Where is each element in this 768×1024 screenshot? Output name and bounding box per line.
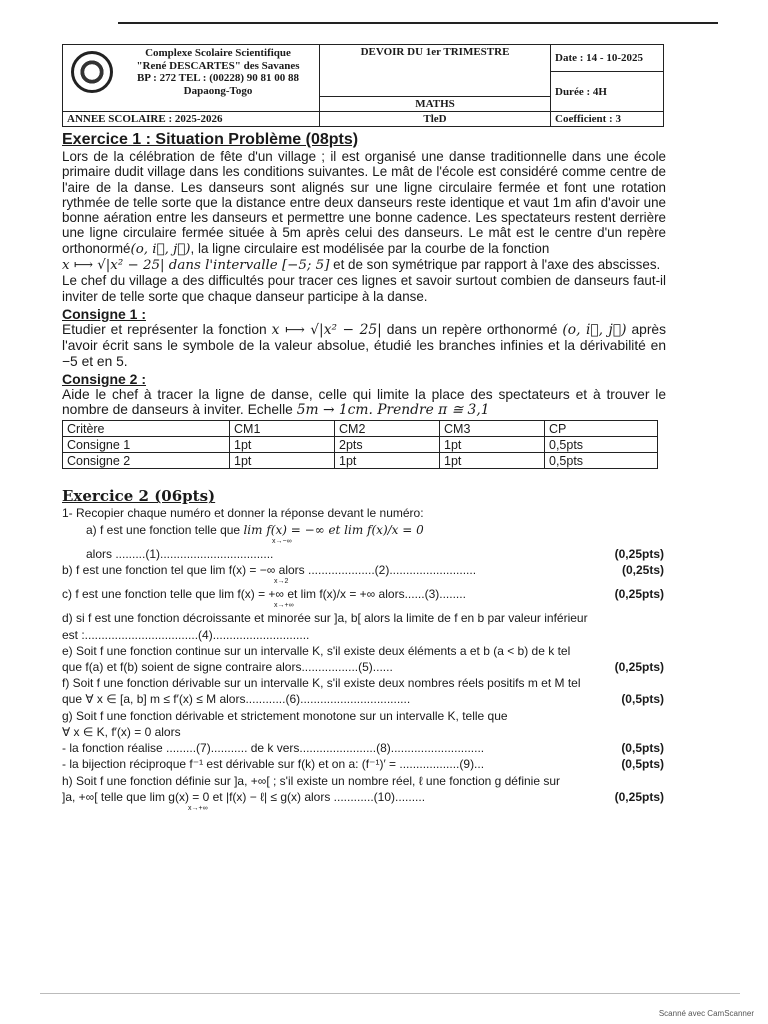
- question-h-points: (0,25pts): [614, 789, 664, 804]
- consigne-1-part-b: dans un repère orthonormé: [386, 321, 558, 337]
- question-b-limit-sub: x→2: [274, 578, 289, 586]
- question-a-points: (0,25pts): [614, 546, 664, 561]
- question-d-line2: est :..................................(4).............................: [62, 627, 310, 642]
- table-cell: 1pt: [335, 453, 440, 469]
- statement-question: Le chef du village a des difficultés pour tracer ces lignes et savoir surtout combien de danseurs faut-il inviter de telle sorte que chaque danseur participe à la danse.: [62, 273, 666, 304]
- devoir-title: DEVOIR DU 1er TRIMESTRE: [320, 45, 551, 97]
- question-h-limit-sub: x→+∞: [188, 804, 208, 812]
- criteria-header-cell: CM2: [335, 421, 440, 437]
- question-a-math: lim f(x) = −∞ et lim f(x)/x = 0: [243, 522, 424, 537]
- school-name: Complexe Scolaire Scientifique: [145, 47, 291, 59]
- question-g: g) Soit f une fonction dérivable et strictement monotone sur un intervalle K, telle que: [62, 708, 508, 723]
- question-c-points: (0,25pts): [614, 587, 664, 602]
- table-cell: 2pts: [335, 437, 440, 453]
- criteria-header-cell: CM1: [230, 421, 335, 437]
- question-c: [62, 586, 666, 602]
- question-e-line2: [62, 659, 666, 675]
- question-a-limit-sub: x→−∞: [272, 537, 292, 545]
- school-block: [63, 45, 320, 112]
- school-city: Dapaong-Togo: [183, 84, 253, 97]
- question-a-text: a) f est une fonction telle que: [86, 522, 241, 537]
- criteria-header-cell: CM3: [440, 421, 545, 437]
- table-cell: 0,5pts: [545, 453, 658, 469]
- consigne-2-label: Consigne 2 :: [62, 370, 147, 387]
- exercise-2-intro: 1- Recopier chaque numéro et donner la réponse devant le numéro:: [62, 506, 424, 521]
- exam-coefficient: Coefficient : 3: [551, 112, 664, 127]
- question-g-answer-7-8: - la fonction réalise .........(7)........... de k vers.......................(8)............................: [62, 741, 485, 756]
- question-f-answer: que ∀ x ∈ [a, b] m ≤ f′(x) ≤ M alors............(6).................................: [62, 692, 411, 707]
- question-g-points-7-8: (0,5pts): [621, 741, 664, 756]
- exam-class: TleD: [320, 112, 551, 127]
- function-expression: x ⟼ √|x² − 25| dans l'intervalle [−5; 5]: [62, 258, 330, 274]
- consigne-2-text: [62, 387, 666, 419]
- consigne-1-function: x ⟼ √|x² − 25|: [271, 321, 382, 338]
- question-b-text: b) f est une fonction tel que lim f(x) = −∞ alors ....................(2)..........................: [62, 563, 477, 578]
- consigne-2-body: Aide le chef à tracer la ligne de danse, celle qui limite la place des spectateurs et à trouver le nombre de danseurs à inviter. Echelle: [62, 386, 666, 418]
- question-g-points-9: (0,5pts): [621, 757, 664, 772]
- consigne-1-frame: (o, i⃗, j⃗): [562, 321, 627, 338]
- school-contact: BP : 272 TEL : (00228) 90 81 00 88: [136, 72, 300, 84]
- question-h: h) Soit f une fonction définie sur ]a, +∞[ ; s'il existe un nombre réel, ℓ une fonction g définie sur: [62, 773, 560, 788]
- table-cell: 1pt: [230, 437, 335, 453]
- exam-duration: Durée : 4H: [551, 72, 664, 112]
- question-h-line2: [62, 789, 666, 805]
- criteria-header-cell: CP: [545, 421, 658, 437]
- question-b-points: (0,25ts): [621, 563, 664, 578]
- consigne-1-part-c: après l'avoir écrit sans le symbole de la valeur absolue, étudié les branches infinies et la dérivabilité en −5 et en 5.: [62, 321, 666, 369]
- question-e-points: (0,25pts): [614, 660, 664, 675]
- question-g-line3: [62, 740, 666, 756]
- question-g-line4: [62, 756, 666, 772]
- question-c-limit-sub: x→+∞: [274, 602, 294, 610]
- criteria-header-row: [63, 421, 658, 437]
- question-a-line2: [62, 546, 666, 562]
- function-line: [62, 257, 666, 273]
- question-b: [62, 562, 666, 578]
- question-f-line2: [62, 691, 666, 707]
- question-e-answer: que f(a) et f(b) soient de signe contraire alors.................(5)......: [62, 660, 393, 675]
- question-c-text: c) f est une fonction telle que lim f(x) = +∞ et lim f(x)/x = +∞ alors......(3)........: [62, 587, 466, 602]
- exercise-1-statement: [62, 149, 666, 257]
- table-cell: 1pt: [440, 437, 545, 453]
- table-cell: 0,5pts: [545, 437, 658, 453]
- consigne-2-scale: 5m → 1cm. Prendre π ≅ 3,1: [296, 402, 490, 419]
- table-cell: 1pt: [440, 453, 545, 469]
- table-cell: Consigne 1: [63, 437, 230, 453]
- top-rule: [118, 22, 718, 24]
- exercise-2-title: Exercice 2 (06pts): [62, 487, 216, 506]
- question-a: [62, 522, 666, 538]
- criteria-table: [62, 420, 658, 469]
- question-g-line2: ∀ x ∈ K, f′(x) = 0 alors: [62, 724, 181, 739]
- school-logo-icon: [71, 51, 113, 93]
- function-line-text: et de son symétrique par rapport à l'axe des abscisses.: [333, 257, 661, 273]
- consigne-1-part-a: Etudier et représenter la fonction: [62, 321, 267, 337]
- question-g-answer-9: - la bijection réciproque f⁻¹ est dérivable sur f(k) et on a: (f⁻¹)′ = ..................(9)...: [62, 757, 485, 772]
- school-year: ANNEE SCOLAIRE : 2025-2026: [63, 112, 320, 127]
- question-d: d) si f est une fonction décroissante et minorée sur ]a, b[ alors la limite de f en b par valeur inférieur: [62, 611, 588, 626]
- table-row: [63, 453, 658, 469]
- consigne-1-text: [62, 322, 666, 369]
- frame-notation: (o, i⃗, j⃗): [130, 241, 191, 257]
- table-cell: Consigne 2: [63, 453, 230, 469]
- question-h-answer: ]a, +∞[ telle que lim g(x) = 0 et |f(x) − ℓ| ≤ g(x) alors ............(10).........: [62, 789, 426, 804]
- table-cell: 1pt: [230, 453, 335, 469]
- exercise-1-title: Exercice 1 : Situation Problème (08pts): [62, 131, 359, 148]
- statement-part-1: Lors de la célébration de fête d'un village ; il est organisé une danse traditionnelle dans une école primaire dudit village dans les conditions suivantes. Le mât de l'école est considéré comme centre de l'aire de la danse. Les danseurs sont alignés sur une ligne circulaire fermée et font une rotation rythmée de telle sorte que la distance entre deux danseurs reste identique et vaut 1m afin d'avoir une bonne aération entre les danseurs et permettre une bonne cadence. Les spectateurs restent derrière une ligne circulaire fermée située à 5m après celui des danseurs. Le mât est le centre d'un repère orthonormé: [62, 149, 666, 256]
- exam-subject: MATHS: [320, 97, 551, 112]
- table-row: [63, 437, 658, 453]
- question-f-points: (0,5pts): [621, 692, 664, 707]
- school-name-2: "René DESCARTES" des Savanes: [136, 59, 300, 72]
- scanner-watermark: Scanné avec CamScanner: [658, 1009, 754, 1018]
- statement-part-2: , la ligne circulaire est modélisée par la courbe de la fonction: [190, 240, 550, 256]
- exam-header: [62, 44, 664, 127]
- question-f: f) Soit f une fonction dérivable sur un intervalle K, s'il existe deux nombres réels positifs m et M tel: [62, 676, 581, 691]
- exam-sheet: [62, 44, 666, 813]
- bottom-rule: [40, 993, 740, 994]
- exam-date: Date : 14 - 10-2025: [551, 45, 664, 72]
- question-e: e) Soit f une fonction continue sur un intervalle K, s'il existe deux éléments a et b (a < b) de k tel: [62, 643, 571, 658]
- question-a-answer: alors .........(1)..................................: [86, 546, 274, 561]
- consigne-1-label: Consigne 1 :: [62, 305, 147, 322]
- criteria-header-cell: Critère: [63, 421, 230, 437]
